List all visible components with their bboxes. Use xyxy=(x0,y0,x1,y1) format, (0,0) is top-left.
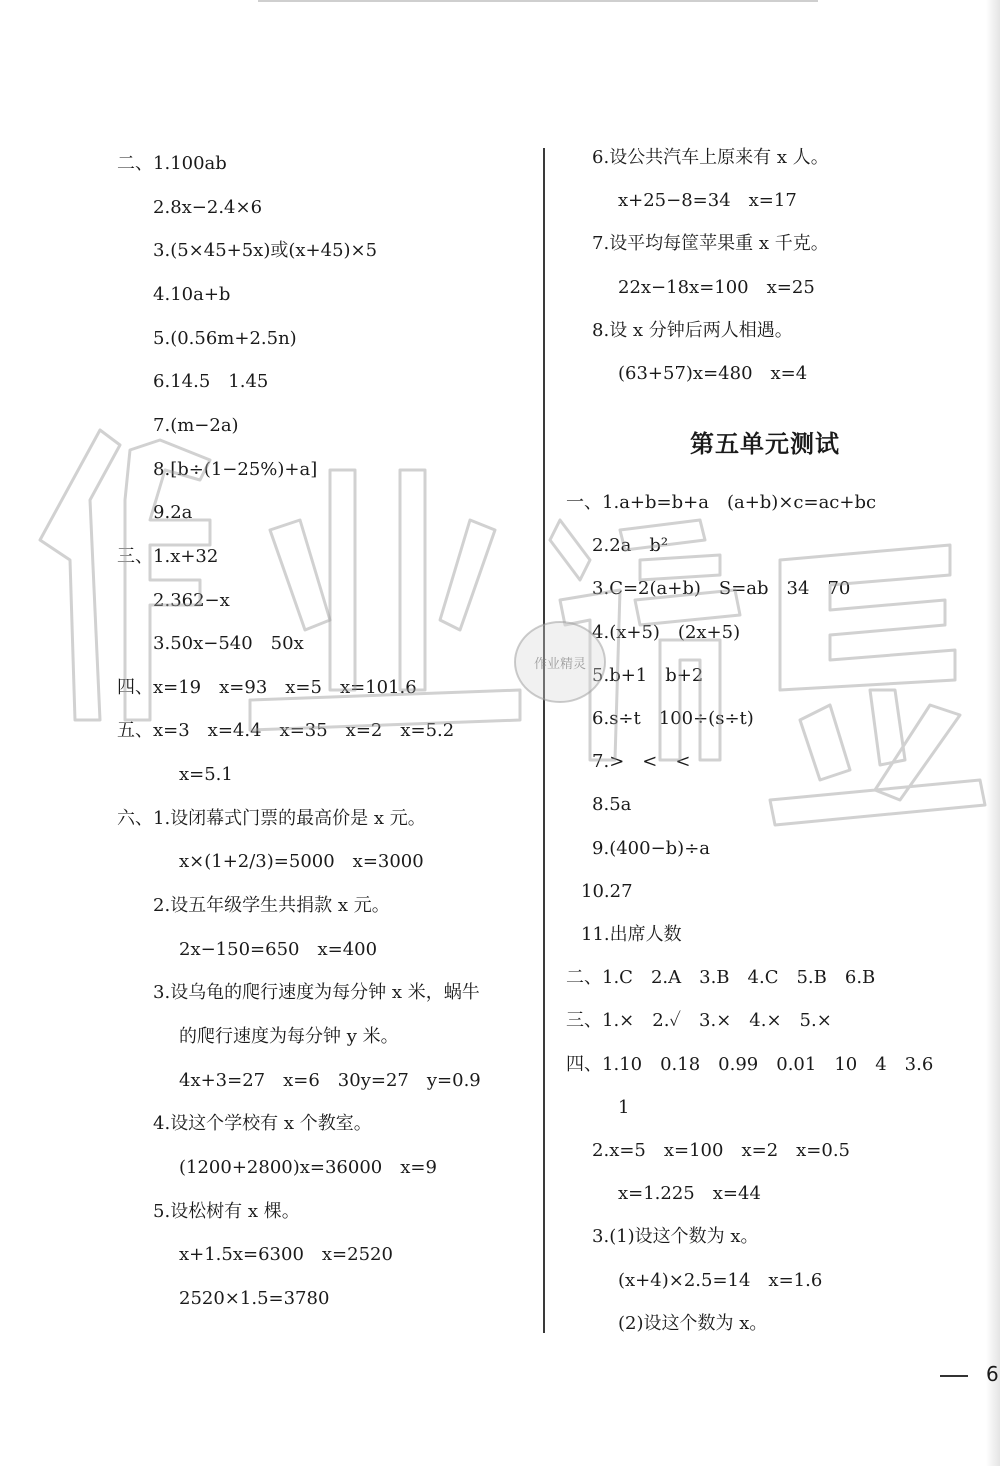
answer-text: 1.× 2.✓ 3.× 4.× 5.× xyxy=(602,1010,832,1032)
answer-text: (0.56m+2.5n) xyxy=(170,327,297,349)
answer-marker: 3. xyxy=(592,578,610,600)
answer-line xyxy=(153,239,377,263)
section-heading: 第五单元测试 xyxy=(690,430,840,458)
answer-text: (1200+2800)x=36000 x=9 xyxy=(179,1156,437,1178)
answer-line xyxy=(592,750,690,774)
answer-line xyxy=(117,807,426,831)
answer-line xyxy=(179,1287,329,1311)
answer-line xyxy=(153,589,230,613)
answer-marker: 五、 xyxy=(117,720,153,742)
page-number: 6 xyxy=(986,1362,999,1386)
answer-marker: 一、1. xyxy=(566,492,620,513)
answer-marker: 六、1. xyxy=(117,807,171,829)
answer-marker: 2. xyxy=(592,535,610,557)
answer-text: (x+4)×2.5=14 x=1.6 xyxy=(618,1269,823,1291)
answer-line xyxy=(153,981,480,1005)
answer-text: x=3 x=4.4 x=35 x=2 x=5.2 xyxy=(153,720,455,742)
answer-marker: 11. xyxy=(581,924,610,945)
answer-marker: 6. xyxy=(153,371,171,393)
answer-line xyxy=(179,1243,393,1267)
answer-text: 2a b² xyxy=(609,535,669,557)
answer-line xyxy=(618,189,797,213)
answer-line xyxy=(153,370,268,394)
answer-text: 1 xyxy=(618,1096,630,1118)
answer-text: 362−x xyxy=(170,589,230,611)
answer-line xyxy=(153,414,239,438)
answer-line xyxy=(592,232,829,256)
answer-marker: 10. xyxy=(581,880,610,902)
answer-marker: 6. xyxy=(592,708,610,729)
answer-text: 10 0.18 0.99 0.01 10 4 3.6 xyxy=(619,1053,934,1075)
answer-text: 10a+b xyxy=(170,283,231,305)
answer-text: (63+57)x=480 x=4 xyxy=(618,363,808,384)
answer-text: 1.C 2.A 3.B 4.C 5.B 6.B xyxy=(602,967,876,989)
svg-text:作业精灵: 作业精灵 xyxy=(533,657,587,672)
answer-line xyxy=(117,676,417,700)
answer-marker: 5. xyxy=(153,327,171,349)
answer-marker: 8. xyxy=(592,319,610,341)
answer-line xyxy=(581,880,633,904)
answer-text: 设松树有 x 棵。 xyxy=(170,1200,300,1222)
answer-text: 100ab xyxy=(170,153,227,174)
answer-marker: 3. xyxy=(153,982,171,1004)
answer-marker: 3. xyxy=(592,1226,610,1248)
answer-line xyxy=(153,327,297,351)
answer-marker: 三、1. xyxy=(117,545,171,567)
answer-marker: 8. xyxy=(592,794,610,816)
answer-text: 2520×1.5=3780 xyxy=(179,1287,330,1309)
answer-text: 5a xyxy=(609,794,632,816)
answer-marker: 9. xyxy=(592,837,610,859)
answer-line xyxy=(618,1182,761,1206)
answer-line xyxy=(153,1112,372,1136)
answer-marker: 三、 xyxy=(566,1010,602,1032)
answer-line xyxy=(153,632,304,656)
answer-text: a+b=b+a (a+b)×c=ac+bc xyxy=(619,492,877,513)
answer-line xyxy=(566,966,875,990)
answer-text: 设公共汽车上原来有 x 人。 xyxy=(609,147,829,168)
answer-line xyxy=(566,1009,832,1033)
answer-text: x+32 xyxy=(170,545,219,567)
answer-text: x+25−8=34 x=17 xyxy=(618,190,797,212)
answer-line xyxy=(153,1200,300,1224)
answer-text: x=1.225 x=44 xyxy=(618,1183,761,1205)
answer-line xyxy=(618,362,807,386)
answer-line xyxy=(618,1269,822,1293)
answer-text: [b÷(1−25%)+a] xyxy=(170,458,318,480)
answer-line xyxy=(592,793,631,817)
answer-marker: 6. xyxy=(592,147,610,168)
answer-text: 4x+3=27 x=6 30y=27 y=0.9 xyxy=(179,1069,481,1091)
answer-marker: 3. xyxy=(153,240,171,262)
answer-marker: 2. xyxy=(592,1140,610,1161)
answer-marker: 7. xyxy=(153,414,171,436)
answer-line xyxy=(179,850,424,874)
answer-marker: 8. xyxy=(153,458,171,480)
answer-text: > < < xyxy=(609,751,691,773)
answer-marker: 2. xyxy=(153,895,171,917)
answer-text: 50x−540 50x xyxy=(170,633,304,655)
answer-text: x+1.5x=6300 x=2520 xyxy=(179,1244,393,1266)
answer-text: 设平均每筐苹果重 x 千克。 xyxy=(609,233,829,255)
answer-marker: 4. xyxy=(592,621,610,643)
answer-line xyxy=(566,491,876,515)
answer-text: b+1 b+2 xyxy=(609,664,704,686)
answer-marker: 2. xyxy=(153,589,171,611)
answer-marker: 7. xyxy=(592,751,610,773)
column-divider xyxy=(543,148,545,1333)
answer-text: 2x−150=650 x=400 xyxy=(179,938,378,960)
answer-text: (2)设这个数为 x。 xyxy=(618,1312,768,1334)
answer-marker: 5. xyxy=(153,1200,171,1222)
answer-text: 14.5 1.45 xyxy=(170,371,269,393)
answer-marker: 四、 xyxy=(117,676,153,698)
answer-line xyxy=(592,534,668,558)
answer-line xyxy=(153,196,262,220)
answer-marker: 5. xyxy=(592,664,610,686)
answer-line xyxy=(618,1312,767,1336)
page-edge-shadow xyxy=(986,0,1000,1466)
answer-text: 22x−18x=100 x=25 xyxy=(618,276,815,298)
answer-text: (1)设这个数为 x。 xyxy=(609,1226,759,1248)
answer-line xyxy=(618,276,815,300)
answer-line xyxy=(153,283,230,307)
answer-line xyxy=(179,938,377,962)
answer-line xyxy=(179,763,233,787)
answer-line xyxy=(153,458,317,482)
answer-line xyxy=(592,577,850,601)
answer-text: x×(1+2/3)=5000 x=3000 xyxy=(179,851,424,873)
answer-text: 的爬行速度为每分钟 y 米。 xyxy=(179,1026,399,1047)
answer-line xyxy=(179,1156,437,1180)
answer-marker: 四、1. xyxy=(566,1053,620,1075)
answer-text: (400−b)÷a xyxy=(609,837,711,859)
answer-line xyxy=(566,1053,933,1077)
answer-line xyxy=(153,894,390,918)
answer-text: 设这个学校有 x 个教室。 xyxy=(170,1113,372,1135)
answer-line xyxy=(618,1096,629,1120)
answer-marker: 4. xyxy=(153,1113,171,1135)
answer-line xyxy=(592,621,740,645)
answer-text: (x+5) (2x+5) xyxy=(609,621,741,643)
answer-marker: 4. xyxy=(153,283,171,305)
answer-line xyxy=(592,319,793,343)
answer-line xyxy=(153,501,192,525)
answer-marker: 3. xyxy=(153,633,171,655)
answer-text: 27 xyxy=(609,880,633,902)
answer-text: 2a xyxy=(170,502,193,524)
answer-text: 设 x 分钟后两人相遇。 xyxy=(609,319,793,341)
answer-line xyxy=(179,1069,481,1093)
answer-text: C=2(a+b) S=ab 34 70 xyxy=(609,578,851,600)
answer-line xyxy=(592,707,754,731)
answer-text: (5×45+5x)或(x+45)×5 xyxy=(170,240,378,262)
answer-line xyxy=(117,545,218,569)
answer-text: s÷t 100÷(s÷t) xyxy=(609,708,754,729)
answer-marker: 二、1. xyxy=(117,153,171,174)
answer-text: x=19 x=93 x=5 x=101.6 xyxy=(153,676,417,698)
answer-text: 设五年级学生共捐款 x 元。 xyxy=(170,895,390,917)
answer-text: x=5.1 xyxy=(179,764,233,786)
answer-text: 设乌龟的爬行速度为每分钟 x 米，蜗牛 xyxy=(170,982,480,1004)
answer-marker: 二、 xyxy=(566,967,602,989)
answer-line xyxy=(592,837,710,861)
answer-text: 8x−2.4×6 xyxy=(170,196,263,218)
answer-text: 设闭幕式门票的最高价是 x 元。 xyxy=(170,807,426,829)
answer-line xyxy=(117,719,454,743)
footer-dash xyxy=(940,1375,968,1377)
answer-marker: 9. xyxy=(153,502,171,524)
answer-line xyxy=(592,1139,850,1163)
answer-line xyxy=(592,664,703,688)
answer-text: (m−2a) xyxy=(170,414,239,436)
answer-line xyxy=(592,1225,759,1249)
answer-text: 出席人数 xyxy=(609,924,682,945)
answer-line xyxy=(592,146,829,170)
answer-line xyxy=(581,923,682,947)
top-edge-line xyxy=(258,0,818,2)
answer-marker: 2. xyxy=(153,196,171,218)
answer-marker: 7. xyxy=(592,233,610,255)
answer-line xyxy=(179,1025,399,1049)
answer-text: x=5 x=100 x=2 x=0.5 xyxy=(609,1140,851,1161)
answer-line xyxy=(117,152,227,176)
